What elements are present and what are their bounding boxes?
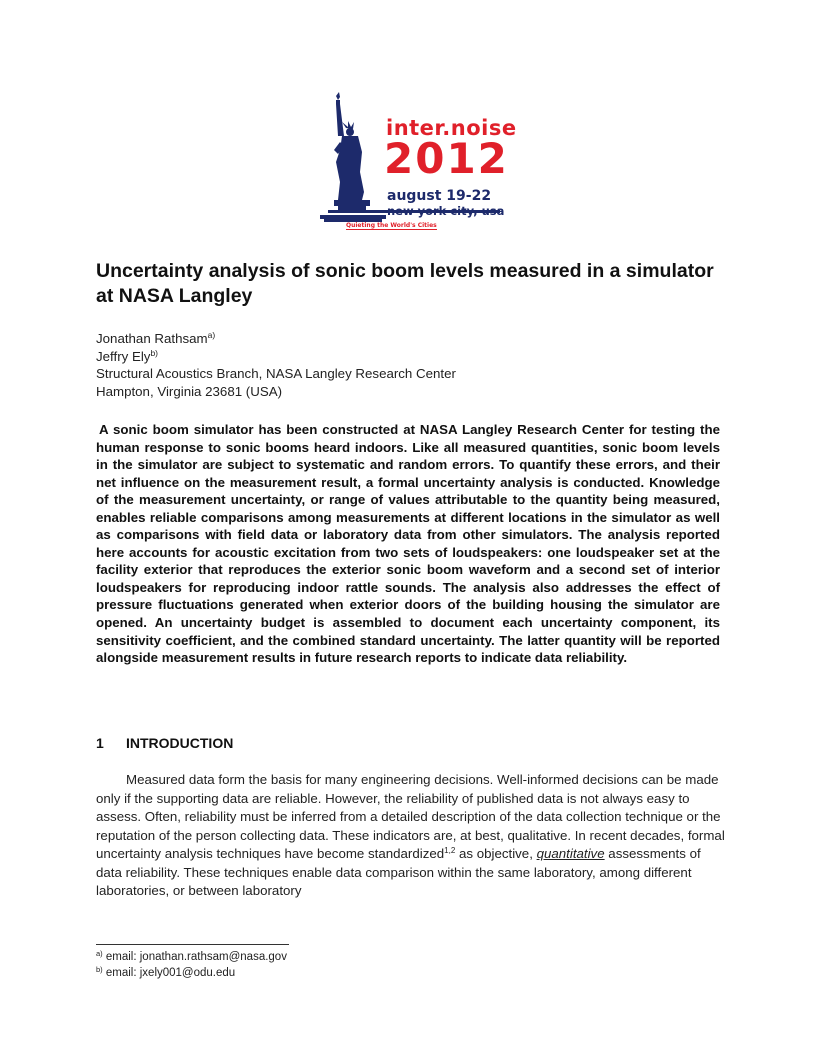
footnote	[96, 950, 596, 966]
introduction-paragraph	[96, 771, 726, 901]
author-footnote-mark: b)	[150, 347, 158, 358]
paragraph-text: as objective,	[455, 846, 537, 861]
affiliation: Structural Acoustics Branch, NASA Langley Research Center	[96, 366, 456, 381]
footnote	[96, 966, 596, 982]
section-heading	[96, 735, 233, 751]
author-line	[96, 330, 696, 348]
author-name: Jonathan Rathsam	[96, 331, 208, 346]
section-title: INTRODUCTION	[126, 735, 234, 751]
logo-title: inter.noise	[386, 116, 517, 140]
section-number: 1	[96, 735, 104, 751]
paragraph-text: Measured data form the basis for many engineering decisions. Well-informed decisions can be made only if the supporting data are reliable. However, the reliability of published data is not always easy to assess. Often, reliability must be inferred from a detailed description of the data collection technique or the reputation of the person collecting data. These indicators are, at best, qualitative. In recent decades, formal uncertainty analysis techniques have become standardized	[96, 772, 725, 861]
citation: 1,2	[444, 846, 456, 855]
footnote-mark: b)	[96, 964, 103, 974]
footnotes	[96, 950, 596, 981]
author-footnote-mark: a)	[207, 330, 216, 340]
paper-title: Uncertainty analysis of sonic boom levels measured in a simulator at NASA Langley	[96, 260, 714, 307]
emphasis-text: quantitative	[536, 846, 605, 861]
author-line	[96, 348, 696, 366]
footnote-email: email: jxely001@odu.edu	[102, 966, 236, 979]
logo-date: august 19-22	[387, 188, 492, 204]
footnote-mark: a)	[96, 949, 103, 958]
abstract: A sonic boom simulator has been constructed at NASA Langley Research Center for testing the human response to sonic booms heard indoors. Like all measured quantities, sonic boom levels in the simulator are subject to systematic and random errors. To quantify these errors, and their net influence on the measurement result, a formal uncertainty analysis is conducted. Knowledge of the measurement uncertainty, or range of values attributable to the quantity being measured, enables reliable comparisons among measurements at different locations in the simulator as well as comparisons with field data or laboratory data from other simulators. The analysis reported here accounts for acoustic excitation from two sets of loudspeakers: one loudspeaker set at the facility exterior that reproduces the exterior sonic boom waveform and a second set of interior loudspeakers for reproducing indoor rattle sounds. The analysis also addresses the effect of pressure fluctuations generated when exterior doors of the building housing the simulator are opened. An uncertainty budget is assembled to document each uncertainty component, its sensitivity coefficient, and the combined standard uncertainty. The latter quantity will be reported alongside measurement results in future research reports to indicate data reliability.	[96, 422, 720, 666]
logo-city: new york city, usa	[387, 204, 505, 218]
address: Hampton, Virginia 23681 (USA)	[96, 383, 283, 399]
logo-year: 2012	[384, 134, 509, 183]
footnote-email: email: jonathan.rathsam@nasa.gov	[102, 951, 287, 963]
paragraph-text: assessments of data reliability. These techniques enable data comparison within the same laboratory, among different laboratories, or between laboratory	[96, 846, 701, 898]
author-block	[96, 330, 696, 400]
footnote-rule	[96, 944, 289, 945]
logo-tagline: Quieting the World's Cities	[346, 222, 437, 229]
author-name: Jeffry Ely	[96, 348, 151, 364]
conference-logo	[320, 92, 517, 242]
